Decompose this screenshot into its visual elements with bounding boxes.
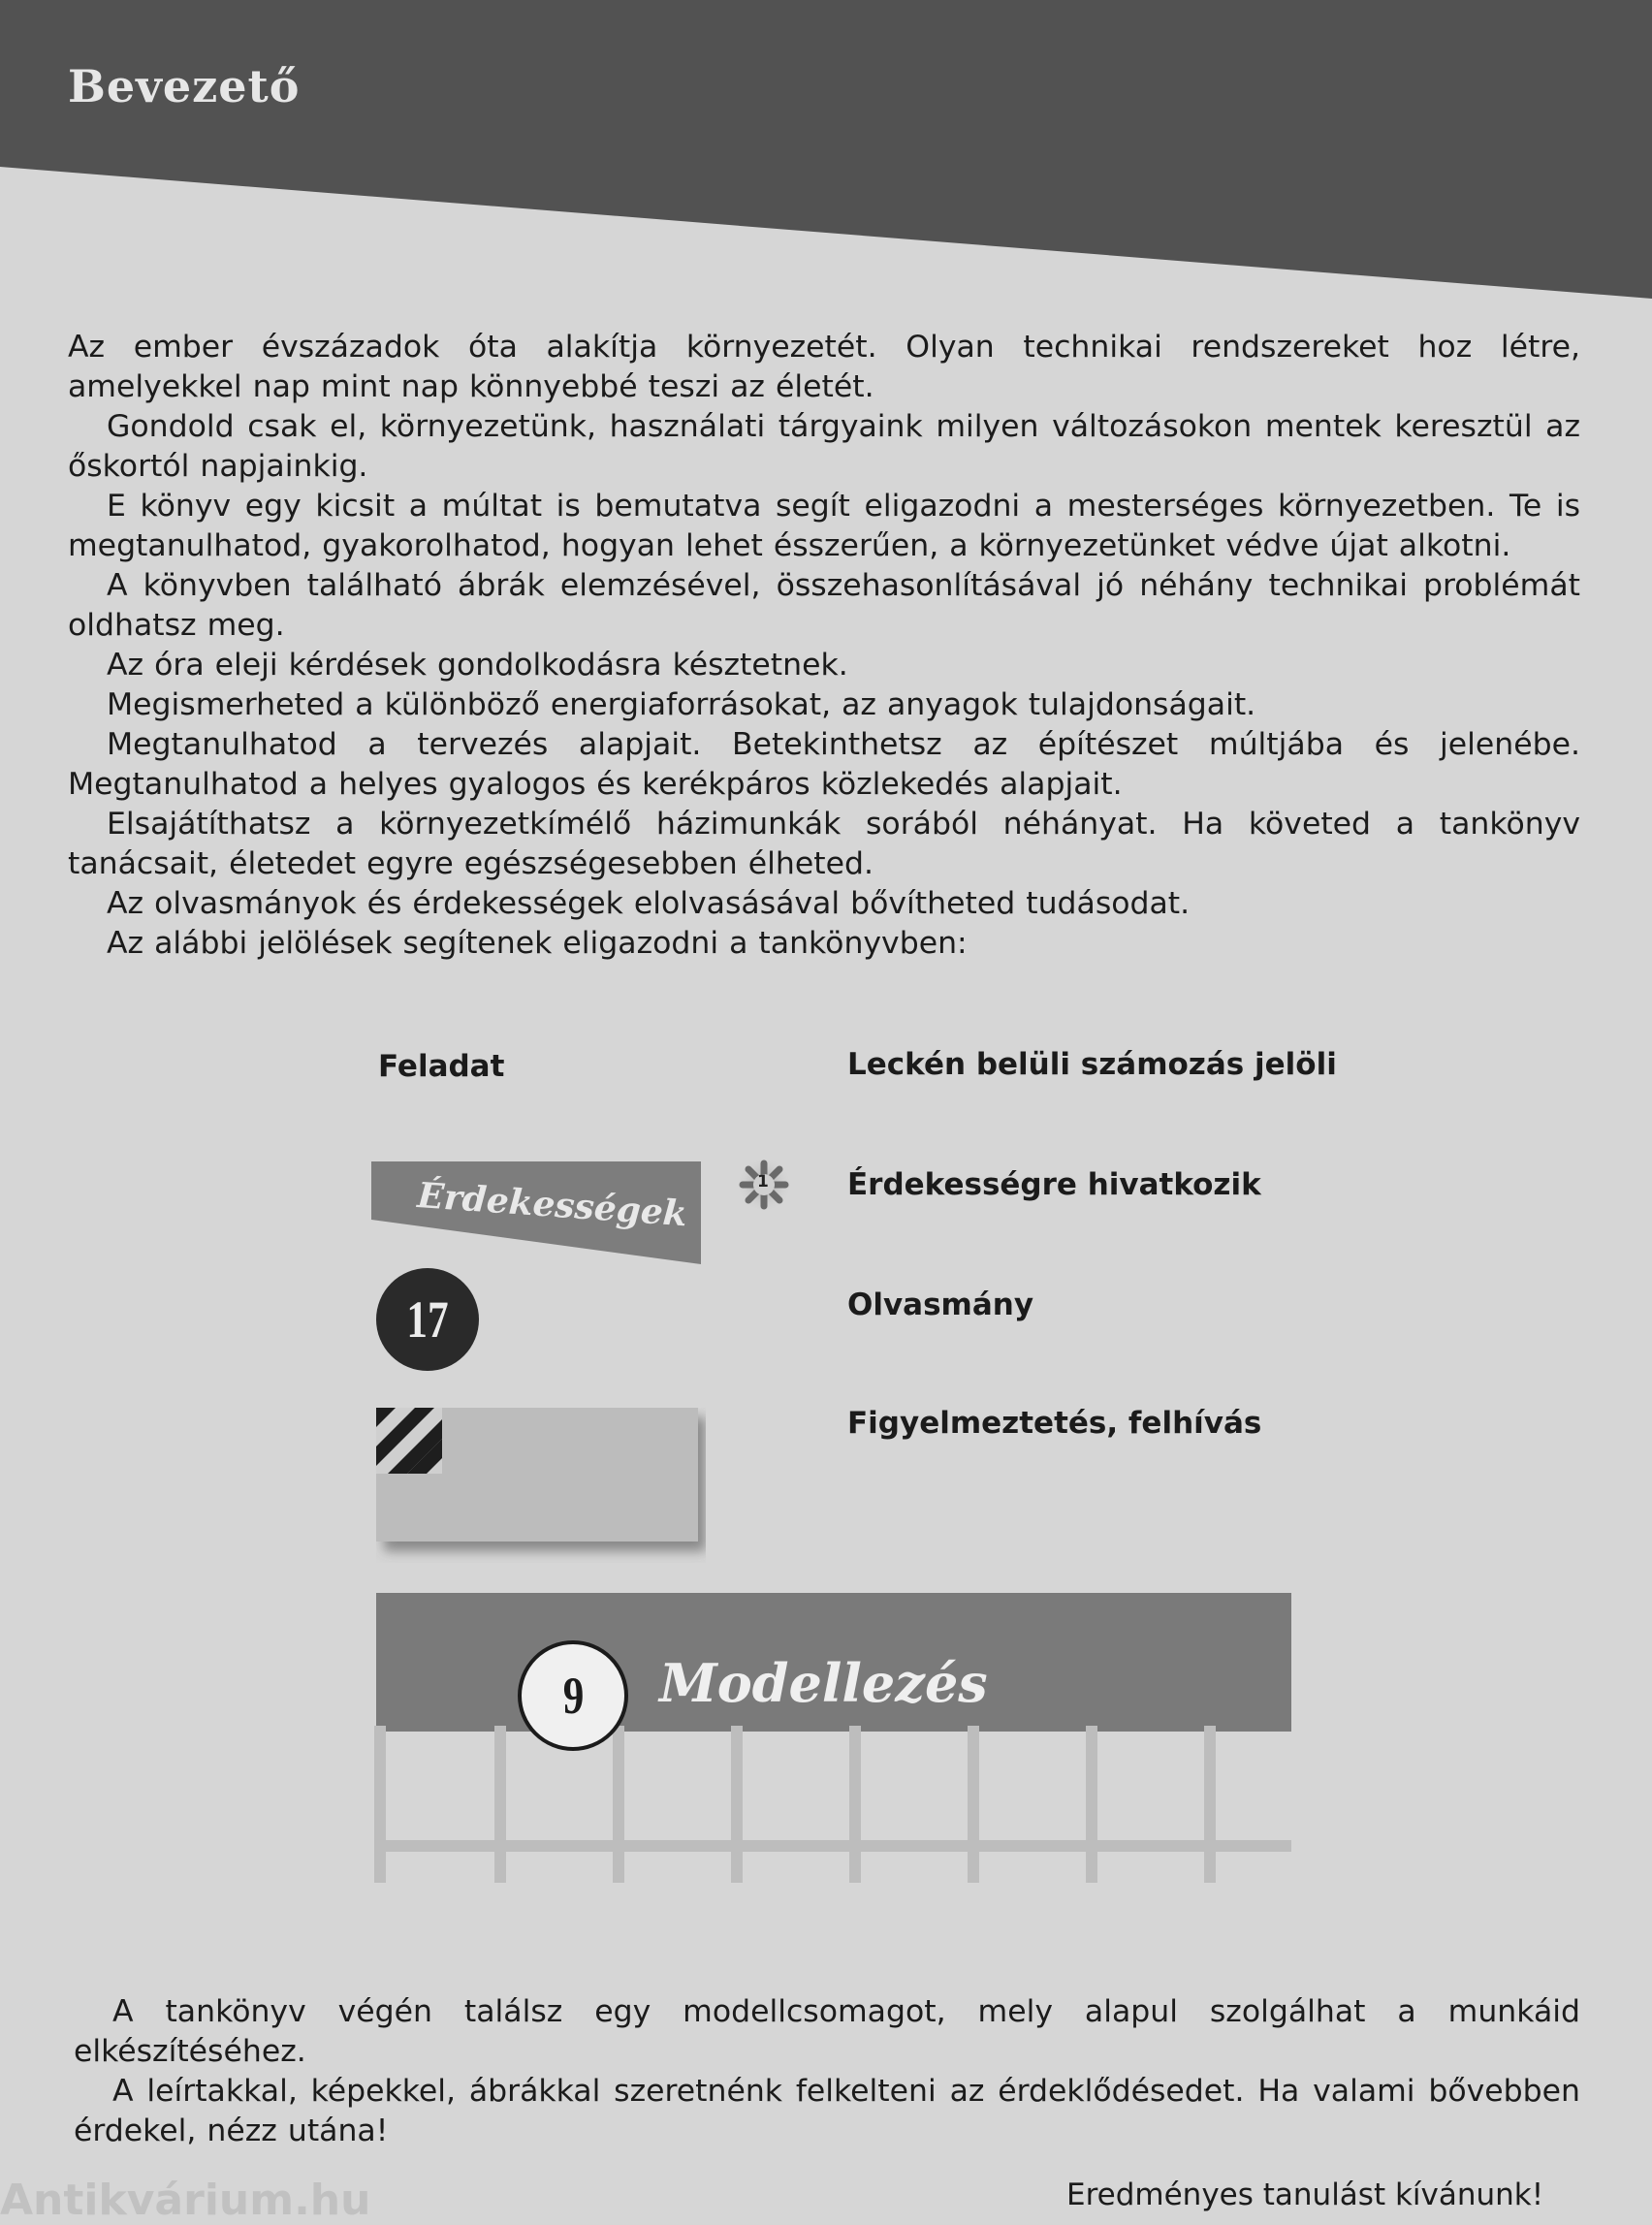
interest-marker-number: 1 [757, 1172, 769, 1192]
lesson-grid [374, 1726, 1295, 1883]
reading-number-badge [376, 1268, 479, 1371]
lesson-number-badge [518, 1640, 628, 1751]
closing-paragraph: A tankönyv végén találsz egy modellcsomagot, mely alapul szolgálhat a munkáid elkészítéséhez. [74, 1994, 1580, 2069]
lesson-title: Modellezés [659, 1652, 988, 1714]
page-title: Bevezető [68, 60, 301, 112]
intro-paragraph: Az olvasmányok és érdekességek elolvasásával bővítheted tudásodat. [107, 886, 1191, 921]
reading-number: 17 [406, 1290, 449, 1349]
intro-paragraph: Megtanulhatod a tervezés alapjait. Betekinthetsz az építészet múltjába és jelenébe. Megtanulhatod a helyes gyalogos és kerékpáros közlekedés alapjait. [68, 727, 1580, 802]
intro-paragraph: Az óra eleji kérdések gondolkodásra késztetnek. [107, 648, 848, 683]
intro-text [68, 328, 1580, 964]
legend-task-description: Leckén belüli számozás jelöli [847, 1047, 1337, 1082]
intro-paragraph: A könyvben található ábrák elemzésével, összehasonlításával jó néhány technikai problémát oldhatsz meg. [68, 568, 1580, 643]
intro-paragraph: Megismerheted a különböző energiaforrásokat, az anyagok tulajdonságait. [107, 687, 1256, 722]
watermark: Antikvárium.hu [0, 2176, 371, 2225]
closing-text [74, 1992, 1580, 2151]
lesson-number: 9 [562, 1667, 584, 1725]
intro-paragraph: E könyv egy kicsit a múltat is bemutatva segít eligazodni a mesterséges környezetben. Te is megtanulhatod, gyakorolhatod, hogyan lehet ésszerűen, a környezetünket védve újat alkotni. [68, 489, 1580, 563]
warning-box [376, 1408, 706, 1563]
intro-paragraph: Az ember évszázadok óta alakítja környezetét. Olyan technikai rendszereket hoz létre, amelyekkel nap mint nap könnyebbé teszi az életét. [68, 330, 1580, 404]
legend-interest-description: Érdekességre hivatkozik [847, 1167, 1261, 1202]
legend-task-label: Feladat [378, 1049, 505, 1084]
header-band [0, 0, 1652, 310]
footer-text: Eredményes tanulást kívánunk! [1066, 2177, 1544, 2212]
legend-warning-description: Figyelmeztetés, felhívás [847, 1406, 1262, 1441]
closing-paragraph: A leírtakkal, képekkel, ábrákkal szeretnénk felkelteni az érdeklődésedet. Ha valami bővebben érdekel, nézz utána! [74, 2074, 1580, 2148]
intro-paragraph: Az alábbi jelölések segítenek eligazodni a tankönyvben: [107, 926, 968, 961]
intro-paragraph: Gondold csak el, környezetünk, használati tárgyaink milyen változásokon mentek keresztül az őskortól napjainkig. [68, 409, 1580, 484]
intro-paragraph: Elsajátíthatsz a környezetkímélő házimunkák sorából néhányat. Ha követed a tankönyv tanácsait, életedet egyre egészségesebben élheted. [68, 807, 1580, 881]
interest-banner-label: Érdekességek [416, 1175, 689, 1235]
legend-reading-description: Olvasmány [847, 1287, 1034, 1322]
